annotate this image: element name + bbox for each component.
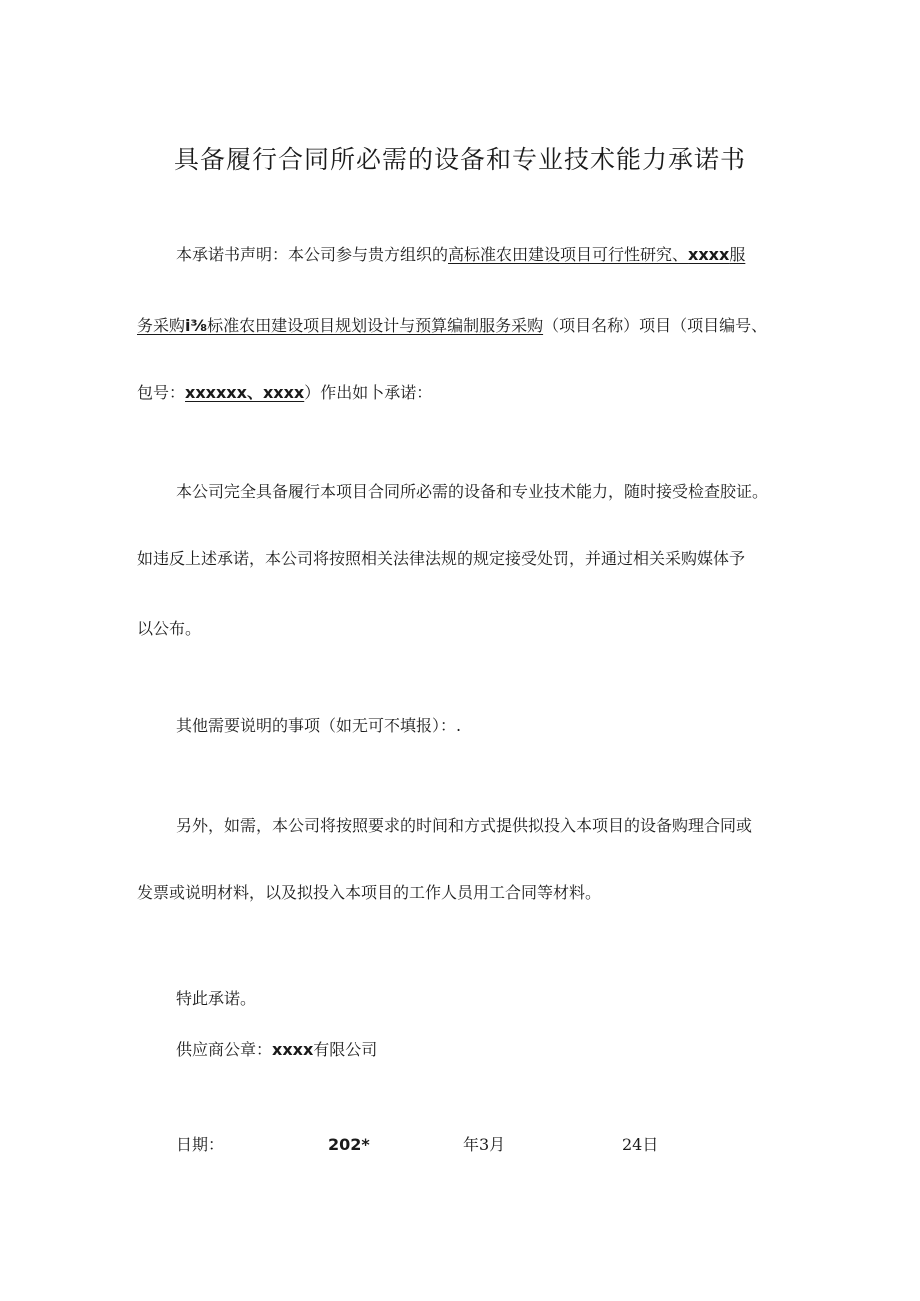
declaration-line-1	[176, 243, 745, 267]
package-label: 包号：	[137, 383, 186, 402]
date-month: 年3月	[463, 1135, 506, 1154]
supplier-seal-label: 供应商公章：	[176, 1040, 273, 1059]
declaration-line-3	[137, 381, 432, 405]
declaration-lead: 本承诺书声明：本公司参与贵方组织的	[176, 245, 449, 264]
project-name-text-2b: i⅜	[185, 316, 208, 335]
project-code-1: xxxx	[688, 245, 730, 264]
project-name-text-2a: 务采购	[137, 316, 186, 335]
project-name-part-1	[448, 245, 745, 264]
closing-statement: 特此承诺。	[176, 989, 257, 1008]
other-notes: 其他需要说明的事项（如无可不填报）：.	[176, 716, 462, 735]
commitment-line-3: 以公布。	[137, 619, 202, 638]
project-name-tail-1: 服	[729, 245, 746, 264]
supplier-name-code: xxxx	[272, 1040, 314, 1059]
commitment-line-1: 本公司完全具备履行本项目合同所必需的设备和专业技术能力，随时接受检查胶证。	[176, 482, 769, 501]
date-label: 日期：	[176, 1135, 225, 1154]
supplier-name-tail: 有限公司	[313, 1040, 378, 1059]
date-day: 24日	[622, 1135, 659, 1154]
project-name-text-1: 高标准农田建设项目可行性研究、	[448, 245, 689, 264]
date-year: 202*	[328, 1135, 370, 1154]
commitment-line-2: 如违反上述承诺，本公司将按照相关法律法规的规定接受处罚，并通过相关采购媒体予	[137, 549, 746, 568]
supplier-seal-line	[176, 1038, 377, 1062]
commitment-intro: ）作出如卜承诺：	[304, 383, 433, 402]
project-name-text-2c: 标准农田建设项目规划设计与预算编制服务采购	[207, 316, 544, 335]
project-name-hint: （项目名称）项目（项目编号、	[543, 316, 768, 335]
package-number: xxxxxx、xxxx	[185, 383, 305, 402]
project-name-part-2	[137, 316, 543, 335]
additional-line-2: 发票或说明材料，以及拟投入本项目的工作人员用工合同等材料。	[137, 883, 602, 902]
declaration-line-2	[137, 314, 767, 338]
additional-line-1: 另外，如需，本公司将按照要求的时间和方式提供拟投入本项目的设备购理合同或	[176, 816, 753, 835]
document-title: 具备履行合同所必需的设备和专业技术能力承诺书	[173, 145, 746, 174]
